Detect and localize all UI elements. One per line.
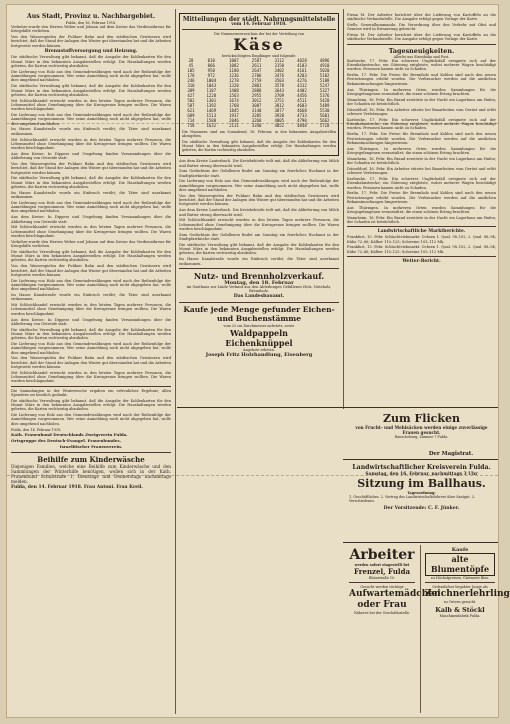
table-cell: 1513 [206,113,217,119]
magistrat-signature: Der Magistrat. [428,451,474,457]
divider [347,226,496,227]
article-paragraph: Aus Thüringen. In mehreren Orten wurden Sammlungen für die Kriegsgefangenen veranstaltet, die einen schönen Ertrag brachten. [347,205,496,214]
table-cell: 5376 [319,93,330,99]
table-cell: 3578 [274,83,285,89]
article-paragraph: Karlsruhe, 17. Febr. Ein schwerer Unglücksfall ereignete sich auf der Eisenbahnstrecke; ein Güterzug entgleiste, wobei mehrere Wagen beschädigt wurden. Personen kamen nicht zu Schaden. [347,58,496,72]
left-column [11,13,171,713]
table-cell: 3476 [274,73,285,79]
article-paragraph: Mit Schleichhandel erwischt wurden in den letzten Tagen mehrere Personen, die Lebensmittel ohne Genehmigung über die Kreisgrenze bringen wollten. Die Waren wurden beschlagnahmt. [11,137,171,151]
sale-signature: Das Landesbauamt. [233,294,285,300]
article-paragraph: Die Lieferung von Holz aus den Gemeindewaldungen wird nach der Reihenfolge der Anmeldungen vorgenommen. Wer seine Anmeldung noch nicht abgegeben hat, wolle dies umgehend nachholen. [11,113,171,126]
table-cell: 389 [187,88,195,94]
table-cell: 3205 [251,113,262,119]
sale-date: Montag, den 18. Februar [224,279,294,286]
table-cell: 950 [207,68,215,74]
article-heading: Brennstoffversorgung und Heizung. [44,49,138,55]
table-row [182,123,336,128]
article-paragraph: Düsseldorf, 16. Febr. Ein Arbeiter stürzte bei Bauarbeiten vom Gerüst und erlitt schwere Verletzungen. [347,107,496,117]
table-cell: 1768 [229,103,239,109]
article-paragraph: Verkehrs-wurde den Herren Weber und Johann auf dem Kreise das Verdienstkreuz für Kriegshilfe verliehen. [11,25,171,34]
article-paragraph: Stellv. Generalkommando: Die Verordnung über den Verkehr mit Obst und Gemüse wird in Erinnerung gebracht. [347,23,496,32]
notice-date: Fulda, den 14. Februar 1918. [11,427,62,432]
right-ads [423,545,510,713]
table-cell: 1632 [206,123,217,129]
table-cell: 3877 [274,108,285,114]
table-cell: 714 [187,118,195,124]
flicken-contact: Rauscheburg, Zimmer 7 Fulda. [394,435,449,439]
table-cell: 178 [187,73,195,79]
section-heading: Tagesneuigkeiten. [388,46,455,55]
table-cell: 5102 [319,73,330,79]
table-cell: 105 [187,68,195,74]
article-paragraph: Aus dem Kreise: In Dipperz und Umgebung fanden Versammlungen über die Ablieferung von Getreide statt. [11,151,171,161]
article-paragraph: Im Hause Kanalstraße wurde ein Einbruch verübt; die Täter sind unerkannt entkommen. [11,293,171,302]
food-office-box [179,13,339,156]
table-cell: 1187 [206,88,217,94]
sale-text: im Gasthaus zur Linde Verkauf aus den Abteilungen Gefallenes Holz, Nutzholz, Brennholz. [186,285,332,294]
article-paragraph: Von den Wasserspielen der Fuldaer Bahn und den städtischen Gewässern wird berichtet, daß der Stand der Anlagen den Winter gut überstanden hat und die Arbeiten fortgesetzt werden können. [11,35,171,48]
article-paragraph: Mit Schleichhandel erwischt wurden in den letzten Tagen mehrere Personen, die Lebensmittel ohne Genehmigung über die Kreisgrenze bringen wollten. Die Waren wurden beschlagnahmt. [179,218,339,231]
table-cell: 3812 [274,103,285,109]
table-cell: 5188 [319,78,330,84]
article-paragraph: Aus Thüringen. In mehreren Orten wurden Sammlungen für die Kriegsgefangenen veranstaltet, die einen schönen Ertrag brachten. [347,146,496,155]
table-cell: 810 [207,58,215,64]
table-cell: 3751 [274,98,285,104]
article-paragraph: Die städtische Verwaltung gibt bekannt, daß die Ausgabe der Kohlenkarten für den Monat März in den bekannten Ausgabestellen erfolgt. Die Haushaltungen werden gebeten, die Karten rechtzeitig abzuholen. [11,249,171,263]
table-cell: 1674 [229,98,239,104]
table-cell: 1236 [229,73,239,79]
table-cell: 1320 [229,83,239,89]
blumentoepfe-sub: zu Höchstpreisen. Gärtnerei Ries. [430,576,490,580]
article-paragraph: Mit Schleichhandel erwischt wurden in den letzten Tagen mehrere Personen, die Lebensmittel ohne Genehmigung über die Kreisgrenze bringen wollten. Die Waren wurden beschlagnahmt. [11,225,171,238]
table-cell: 4161 [297,68,307,74]
table-cell: 3150 [274,63,285,69]
appeal-text: Diejenigen Familien, welche eine Beihilfe zum Kinderwäsche und den Sammlungen der Winterhilfe benötigen, wollen sich in der Kath. Frauenbund Schulstraße 1, Dienstags und Donnerstags nachmittags melden. [11,463,171,485]
lehrling-heading: Zeichnerlehrling [425,589,510,599]
article-paragraph: Die städtische Verwaltung gibt bekannt, daß die Ausgabe der Kohlenkarten für den Monat März in den bekannten Ausgabestellen erfolgt. Die Haushaltungen werden gebeten, die Karten rechtzeitig abzuholen. [11,398,171,412]
divider [182,29,336,30]
box-title: Mitteilungen der städt. Nahrungsmittelstelle [182,16,336,23]
table-cell: 2046 [229,118,239,124]
box-intro: Die Nummernverzeichnis der bei der Verteilung von [213,32,305,37]
table-cell: 5718 [319,123,330,129]
article-paragraph: Zum Gedächtnis der Gefallenen findet am Sonntag ein feierliches Hochamt in der Stadtpfarrkirche statt. [179,232,339,242]
frenzel-name: Frenzel, Fulda [353,567,411,576]
column-rule [420,545,421,713]
table-cell: 4402 [297,88,307,94]
table-cell: 1301 [206,98,217,104]
table-cell: 4276 [297,78,307,84]
table-cell: 866 [207,63,215,69]
article-paragraph: Aus dem Kreise Lauterbach. Die Kreisbehörde teilt mit, daß die Ablieferung von Milch und Butter streng überwacht wird. [179,208,339,217]
buy-text: vom 25 cm Durchmesser aufwärts, sowie [223,323,295,328]
table-cell: 2801 [251,83,262,89]
box-date: vom 14. Februar 1918. [231,22,287,27]
article-paragraph: Die städtische Verwaltung gibt bekannt, daß die Ausgabe der Kohlenkarten für den Monat März in den bekannten Ausgabestellen erfolgt. Die Haushaltungen werden gebeten, die Karten rechtzeitig abzuholen. [11,176,171,189]
verein-title: Landwirtschaftlicher Kreisverein Fulda. [352,464,491,471]
table-cell: 5247 [319,83,330,89]
table-cell: 2955 [251,93,262,99]
table-cell: 2647 [251,68,262,74]
newspaper-page [6,4,510,718]
arbeiter-text: werden sofort eingestellt bei [354,563,410,567]
table-cell: 4733 [297,113,307,119]
article-paragraph: Aus Thüringen. In mehreren Orten wurden Sammlungen für die Kriegsgefangenen veranstaltet, die einen schönen Ertrag brachten. [347,87,496,96]
divider [425,582,495,583]
waldpappeln-heading: Waldpappeln [229,327,288,338]
table-cell: 4511 [297,98,307,104]
divider [179,302,339,303]
divider [349,582,415,583]
table-cell: 5530 [319,108,330,114]
verein-date: Samstag, den 16. Februar, nachmittags 3 Uhr [365,472,478,477]
table-cell: 1180 [229,68,239,74]
market-text: Frankfurt, 15. Febr. Schlachtviehmarkt: Ochsen 1. Qual. 98–102, 2. Qual. 88–94; Kühe 72–86; Kälber 110–125; Schweine 105–112 Mk. [347,235,496,244]
firma-sub: Maschinenfabrik Fulda. [439,614,481,618]
article-paragraph: Die städtische Verwaltung gibt bekannt, daß die Ausgabe der Kohlenkarten für den Monat März in den bekannten Ausgabestellen erfolgt. Die Haushaltungen werden gebeten, die Karten rechtzeitig abzuholen. [11,327,171,341]
table-cell: 3643 [274,88,285,94]
buy-more: Angebote erbeten. [243,347,275,352]
box-note: Die städtische Verwaltung gibt bekannt, daß die Ausgabe der Kohlenkarten für den Monat März in den bekannten Ausgabestellen erfolgt. Die Haushaltungen werden gebeten, die Karten rechtzeitig abzuholen. [182,139,336,152]
lehrling-intro: Ordentlicher begabter Junge als [432,585,488,589]
article-paragraph: Die städtische Verwaltung gibt bekannt, daß die Ausgabe der Kohlenkarten für den Monat März in den bekannten Ausgabestellen erfolgt. Die Haushaltungen werden gebeten, die Karten rechtzeitig abzuholen. [11,84,171,97]
table-cell: 1392 [206,103,217,109]
flicken-title: Zum Flicken [383,412,460,425]
table-cell: 3112 [274,58,285,64]
sitzung-heading: Sitzung im Ballhaus. [357,477,486,490]
ads-divider [177,407,498,408]
article-paragraph: Die Lieferung von Holz aus den Gemeindewaldungen wird nach der Reihenfolge der Anmeldungen vorgenommen. Wer seine Anmeldung noch nicht abgegeben hat, wolle dies umgehend nachholen. [179,179,339,193]
table-cell: 2706 [251,73,262,79]
column-rule [175,9,176,714]
table-cell: 5420 [319,98,330,104]
signature: Israelitischer Frauenverein. [59,443,123,449]
sale-title: Nutz- und Brennholzverkauf. [193,270,325,281]
table-cell: 4668 [297,108,307,114]
table-cell: 3340 [251,123,262,129]
tagesordnung-items: 1. Geschäftliches. 2. Vortrag des Landwirtschaftslehrers über Saatgut. 3. Verschiedenes. [349,495,476,503]
eichenknueppel-heading: Eichenknüppel [225,337,293,348]
vorsitz-signature: Der Vorsitzende: C. F. Jünker. [383,506,460,511]
gesucht-text: Gesucht werden tüchtige [360,585,404,589]
article-paragraph: Von den Wasserspielen der Fuldaer Bahn und den städtischen Gewässern wird berichtet, daß der Stand der Anlagen den Winter gut überstanden hat und die Arbeiten fortgesetzt werden können. [179,193,339,207]
table-cell: 427 [187,93,195,99]
number-table [182,58,336,128]
divider [347,44,496,45]
firma-name: Kalb & Stöckl [435,606,485,614]
notice-paragraph: Die Sammlungen in der Winterwoche ergaben ein erfreuliches Ergebnis; allen Spendern sei herzlich gedankt. [11,388,171,397]
article-paragraph: Im Hause Kanalstraße wurde ein Einbruch verübt; die Täter sind unerkannt entkommen. [11,190,171,200]
table-cell: 246 [187,78,195,84]
article-paragraph: Berlin, 17. Febr. Die Preise für Brennholz und Kohlen sind nach den neuen Festsetzungen erhöht worden. Die Verbraucher werden auf die amtlichen Bekanntmachungen hingewiesen. [347,132,496,145]
arbeiter-title: Arbeiter [349,547,415,563]
article-paragraph: Mannheim, 16. Febr. Ein Brand zerstörte in der Nacht ein Lagerhaus am Hafen; der Schaden ist beträchtlich. [347,215,496,225]
article-paragraph: Die Lieferung von Holz aus den Gemeindewaldungen wird nach der Reihenfolge der Anmeldungen vorgenommen. Wer seine Anmeldung noch nicht abgegeben hat, wolle dies umgehend nachholen. [11,413,171,426]
table-cell: 689 [187,113,195,119]
article-paragraph: Düsseldorf, 16. Febr. Ein Arbeiter stürzte bei Bauarbeiten vom Gerüst und erlitt schwere Verletzungen. [347,166,496,176]
table-cell: 1004 [206,78,217,84]
table-cell: 4910 [319,63,330,69]
table-cell: 1278 [229,78,239,84]
divider [347,256,496,257]
table-cell: 1563 [229,93,239,99]
table-cell: 5601 [319,113,330,119]
article-paragraph: Die Lieferung von Holz aus den Gemeindewaldungen wird nach der Reihenfolge der Anmeldungen vorgenommen. Wer seine Anmeldung noch nicht abgegeben hat, wolle dies umgehend nachholen. [11,342,171,355]
table-cell: 1469 [206,108,217,114]
table-cell: 4103 [297,63,307,69]
table-cell: 4028 [297,58,307,64]
table-cell: 621 [187,108,195,114]
table-cell: 310 [187,83,195,89]
article-paragraph: Die Lieferung von Holz aus den Gemeindewaldungen wird nach der Reihenfolge der Anmeldungen vorgenommen. Wer seine Anmeldung noch nicht abgegeben hat, wolle dies umgehend nachholen. [11,278,171,292]
table-cell: 2131 [229,123,239,129]
article-paragraph: Mit Schleichhandel erwischt wurden in den letzten Tagen mehrere Personen, die Lebensmittel ohne Genehmigung über die Kreisgrenze bringen wollten. Die Waren wurden beschlagnahmt. [11,98,171,112]
ads-divider [343,542,498,543]
middle-column [179,13,339,713]
table-cell: 3402 [274,68,285,74]
article-paragraph: Im Hause Kanalstraße wurde ein Einbruch verübt; die Täter sind unerkannt entkommen. [11,127,171,136]
article-paragraph: Von den Wasserspielen der Fuldaer Bahn und den städtischen Gewässern wird berichtet, daß der Stand der Anlagen den Winter gut überstanden hat und die Arbeiten fortgesetzt werden können. [11,356,171,369]
table-cell: 4052 [274,123,285,129]
table-cell: 4848 [297,123,307,129]
table-cell: 2611 [251,63,262,69]
table-cell: 3503 [274,78,285,84]
frenzel-address: Rhönstraße 10. [368,576,396,580]
kaese-heading: Käse [233,35,285,55]
article-paragraph: Mit Schleichhandel erwischt wurden in den letzten Tagen mehrere Personen, die Lebensmittel ohne Genehmigung über die Kreisgrenze bringen wollten. Die Waren wurden beschlagnahmt. [11,370,171,384]
lehrling-outro: zu Ostern gesucht. [443,600,477,604]
article-paragraph: Die städtische Verwaltung gibt bekannt, daß die Ausgabe der Kohlenkarten für den Monat März in den bekannten Ausgabestellen erfolgt. Die Haushaltungen werden gebeten, die Karten rechtzeitig abzuholen. [179,242,339,256]
table-cell: 1937 [229,113,239,119]
buy-signature: Joseph Fritz Holzhandlung, Eisenberg [205,351,313,358]
kaufe-label: Kaufe [451,547,469,553]
table-cell: 2888 [251,88,262,94]
article-paragraph: Aus dem Kreise Lauterbach. Die Kreisbehörde teilt mit, daß die Ablieferung von Milch und Butter streng überwacht wird. [179,159,339,168]
table-cell: 45 [188,63,194,69]
article-paragraph: Von den Wasserspielen der Fuldaer Bahn und den städtischen Gewässern wird berichtet, daß der Stand der Anlagen den Winter gut überstanden hat und die Arbeiten fortgesetzt werden können. [11,162,171,175]
table-cell: 1007 [229,58,239,64]
article-paragraph: Zum Gedächtnis der Gefallenen findet am Sonntag ein feierliches Hochamt in der Stadtpfarrkirche statt. [179,169,339,178]
table-cell: 4312 [297,83,307,89]
table-cell: 972 [207,73,215,79]
table-cell: 5020 [319,68,330,74]
table-cell: 2587 [251,58,262,64]
blumentoepfe-heading: alte Blumentöpfe [425,553,495,576]
weather-heading: Wetter-Bericht. [402,259,441,265]
table-cell: 1588 [206,118,217,124]
article-paragraph: Die Lieferung von Holz aus den Gemeindewaldungen wird nach der Reihenfolge der Anmeldungen vorgenommen. Wer seine Anmeldung noch nicht abgegeben hat, wolle dies umgehend nachholen. [11,69,171,83]
article-paragraph: Verkehrs-wurde den Herren Weber und Johann auf dem Kreise das Verdienstkreuz für Kriegshilfe verliehen. [11,239,171,249]
table-cell: 4203 [297,73,307,79]
divider [179,268,339,269]
arbeiter-ad [347,545,441,713]
table-cell: 1082 [229,63,239,69]
ads-divider [343,459,498,460]
table-cell: 5327 [319,88,330,94]
article-paragraph: Aus dem Kreise: In Dipperz und Umgebung fanden Versammlungen über die Ablieferung von Getreide statt. [11,317,171,326]
signature: Ortsgruppe des Deutsch-Evangel. Frauenbundes. [11,437,121,443]
kaese-sub: berücksichtigten Empfänger sind folgende: [221,54,297,59]
table-cell: 5662 [319,118,330,124]
article-paragraph: Mannheim, 16. Febr. Ein Brand zerstörte in der Nacht ein Lagerhaus am Hafen; der Schaden ist beträchtlich. [347,156,496,166]
divider [11,386,171,387]
market-text: Frankfurt, 15. Febr. Schlachtviehmarkt: Ochsen 1. Qual. 98–102, 2. Qual. 88–94; Kühe 72–86; Kälber 110–125; Schweine 105–112 Mk. [347,245,496,254]
table-cell: 4790 [297,118,307,124]
signature: Kath. Frauenbund Deutschlands Zweigverein Fulda. [11,431,128,437]
table-cell: 3920 [274,113,285,119]
flicken-text: von Frucht- und Mehlsäcken werden einige zuverlässige Frauen gesucht. [355,425,488,435]
table-cell: 3709 [274,93,285,99]
appeal-heading: Beihilfe zum Kinderwäsche [37,454,145,464]
table-cell: 502 [187,98,195,104]
table-cell: 587 [187,103,195,109]
article-paragraph: Berlin, 17. Febr. Die Preise für Brennholz und Kohlen sind nach den neuen Festsetzungen erhöht worden. Die Verbraucher werden auf die amtlichen Bekanntmachungen hingewiesen. [347,73,496,86]
table-cell: 3268 [251,118,262,124]
table-cell: 3087 [251,103,262,109]
table-cell: 1845 [229,108,239,114]
buy-title: Kaufe jede Menge gefunder Eichen- und Buchenstämme [183,304,335,324]
table-cell: 758 [187,123,195,129]
article-paragraph: Firma M. Der Arbeiter berichtet über die Lieferung von Kartoffeln an die städtische Verkaufsstelle. Die Ausgabe erfolgt gegen Vorlage der Karte. [347,33,496,42]
table-cell: 4896 [319,58,330,64]
article-paragraph: Berlin, 17. Febr. Die Preise für Brennholz und Kohlen sind nach den neuen Festsetzungen erhöht worden. Die Verbraucher werden auf die amtlichen Bekanntmachungen hingewiesen. [347,191,496,204]
dateline: Fulda, den 16. Februar 1918. [65,21,117,25]
kreisverein-ad [347,462,496,540]
column-rule [343,9,344,409]
article-paragraph: Karlsruhe, 17. Febr. Ein schwerer Unglücksfall ereignete sich auf der Eisenbahnstrecke; ein Güterzug entgleiste, wobei mehrere Wagen beschädigt wurden. Personen kamen nicht zu Schaden. [347,117,496,131]
table-cell: 2759 [251,78,262,84]
right-column [347,13,496,408]
article-paragraph: Mit Schleichhandel erwischt wurden in den letzten Tagen mehrere Personen, die Lebensmittel ohne Genehmigung über die Kreisgrenze bringen wollten. Die Waren wurden beschlagnahmt. [11,303,171,316]
table-cell: 1228 [206,93,217,99]
section-subheading: Allerlei aus Eisenbahn und Post. [393,54,450,59]
article-paragraph: Firma M. Der Arbeiter berichtet über die Lieferung von Kartoffeln an die städtische Verkaufsstelle. Die Ausgabe erfolgt gegen Vorlage der Karte. [347,13,496,22]
appeal-signature: Fulda, den 14. Februar 1918. Frau Antoni. Frau Kreil. [11,484,143,490]
article-paragraph: Die Lieferung von Holz aus den Gemeindewaldungen wird nach der Reihenfolge der Anmeldungen vorgenommen. Wer seine Anmeldung noch nicht abgegeben hat, wolle dies umgehend nachholen. [11,200,171,214]
box-note: Die Nummern sind am Sonnabend, 16. Februar, in den bekannten Ausgabestellen abzugeben. [182,130,336,139]
article-paragraph: Karlsruhe, 17. Febr. Ein schwerer Unglücksfall ereignete sich auf der Eisenbahnstrecke; ein Güterzug entgleiste, wobei mehrere Wagen beschädigt wurden. Personen kamen nicht zu Schaden. [347,176,496,190]
section-heading: Aus Stadt, Provinz u. Nachbargebiet. [26,13,156,20]
aufwartung-heading: Aufwartemädchen oder Frau [349,589,441,610]
article-paragraph: Die städtische Verwaltung gibt bekannt, daß die Ausgabe der Kohlenkarten für den Monat März in den bekannten Ausgabestellen erfolgt. Die Haushaltungen werden gebeten, die Karten rechtzeitig abzuholen. [11,55,171,69]
divider [11,452,171,453]
table-cell: 28 [188,58,194,64]
table-cell: 4456 [297,93,307,99]
aufwartung-address: Näheres bei der Geschäftsstelle. [353,611,411,615]
table-cell: 1408 [229,88,239,94]
market-heading: Landwirtschaftliche Marktberichte. [377,229,466,235]
table-cell: 1043 [206,83,217,89]
table-cell: 4005 [274,118,285,124]
table-cell: 3012 [251,98,262,104]
article-paragraph: Im Hause Kanalstraße wurde ein Einbruch verübt; die Täter sind unerkannt entkommen. [179,257,339,266]
article-paragraph: Von den Wasserspielen der Fuldaer Bahn und den städtischen Gewässern wird berichtet, daß der Stand der Anlagen den Winter gut überstanden hat und die Arbeiten fortgesetzt werden können. [11,264,171,277]
tagesordnung-label: Tagesordnung: [407,491,436,495]
flicken-ad [347,410,496,450]
article-paragraph: Mannheim, 16. Febr. Ein Brand zerstörte in der Nacht ein Lagerhaus am Hafen; der Schaden ist beträchtlich. [347,97,496,106]
article-paragraph: Aus dem Kreise: In Dipperz und Umgebung fanden Versammlungen über die Ablieferung von Getreide statt. [11,215,171,224]
table-cell: 5489 [319,103,330,109]
table-cell: 3140 [251,108,262,114]
table-cell: 4603 [297,103,307,109]
